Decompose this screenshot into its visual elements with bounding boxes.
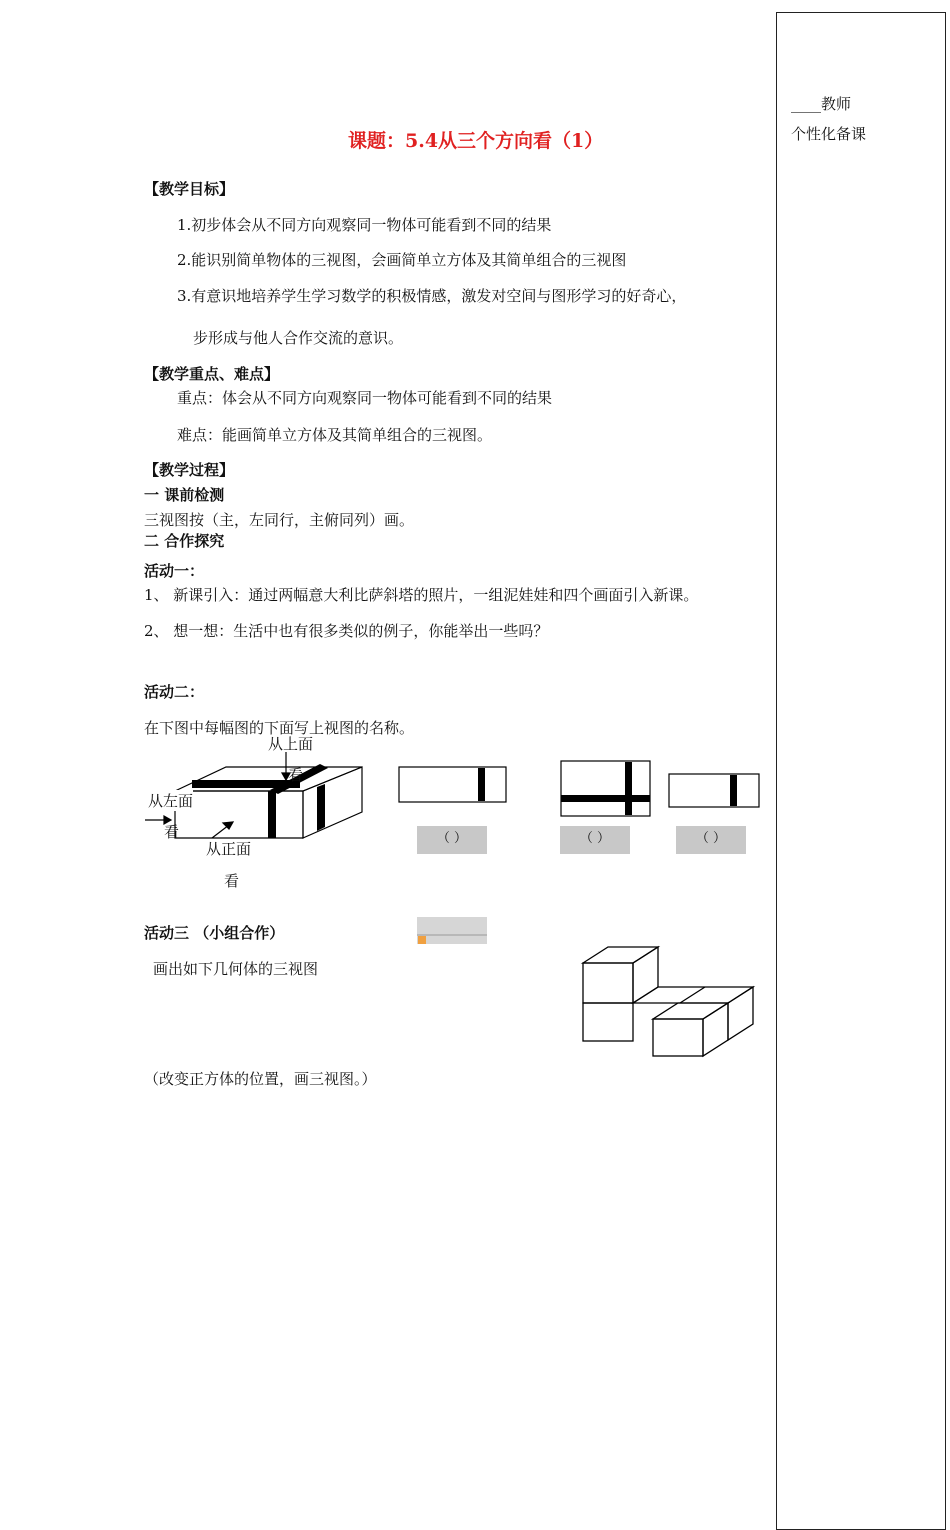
section1-text: 三视图按（主，左同行，主俯同列）画。: [144, 511, 415, 529]
section1-title: 一 课前检测: [144, 486, 225, 504]
label-from-left: 从左面: [148, 792, 194, 810]
activity1-item: 2、 想一想：生活中也有很多类似的例子，你能举出一些吗？: [144, 622, 549, 640]
view-rectangle: [399, 767, 506, 802]
process-heading: 【教学过程】: [144, 461, 235, 479]
key-point: 重点：体会从不同方向观察同一物体可能看到不同的结果: [177, 389, 553, 407]
personalized-prep-label: 个性化备课: [791, 125, 867, 143]
section2-title: 二 合作探究: [144, 532, 225, 550]
label-from-top-2: 看: [288, 766, 304, 784]
view-band: [478, 768, 485, 801]
answer-blank[interactable]: （ ）: [560, 826, 630, 854]
page-title: 课题：5.4从三个方向看（1）: [348, 130, 604, 152]
difficult-point: 难点：能画简单立方体及其简单组合的三视图。: [177, 426, 493, 444]
view-rectangle: [561, 761, 650, 816]
label-from-left-2: 看: [164, 823, 180, 841]
activity3-title: 活动三 （小组合作）: [144, 924, 285, 942]
answer-blank[interactable]: （ ）: [417, 826, 487, 854]
objective-item: 步形成与他人合作交流的意识。: [193, 329, 404, 347]
cube-assembly-figure: [583, 947, 753, 1056]
view-band: [730, 775, 737, 806]
broken-image-icon: [418, 936, 426, 944]
objective-item: 1.初步体会从不同方向观察同一物体可能看到不同的结果: [177, 216, 552, 234]
objectives-heading: 【教学目标】: [144, 180, 235, 198]
activity1-item: 1、 新课引入：通过两幅意大利比萨斜塔的照片，一组泥娃娃和四个画面引入新课。: [144, 586, 699, 604]
activity3-note: （改变正方体的位置，画三视图。）: [144, 1070, 377, 1088]
activity2-title: 活动二：: [144, 683, 205, 701]
label-from-front-2: 看: [224, 872, 240, 890]
answer-blank[interactable]: （ ）: [676, 826, 746, 854]
activity3-instruction: 画出如下几何体的三视图: [153, 960, 319, 978]
label-from-front: 从正面: [206, 840, 252, 858]
image-placeholder: [417, 917, 487, 944]
key-points-heading: 【教学重点、难点】: [144, 365, 280, 383]
ribbon-bands: [192, 764, 328, 838]
teacher-label: ____教师: [791, 95, 852, 113]
objective-item: 2.能识别简单物体的三视图，会画简单立方体及其简单组合的三视图: [177, 251, 627, 269]
activity2-instruction: 在下图中每幅图的下面写上视图的名称。: [144, 719, 415, 737]
activity1-title: 活动一：: [144, 562, 205, 580]
view-rectangle: [669, 774, 759, 807]
view-band: [561, 795, 650, 802]
view-band: [625, 762, 632, 815]
objective-item: 3.有意识地培养学生学习数学的积极情感，激发对空间与图形学习的好奇心，: [177, 287, 687, 305]
label-from-top: 从上面: [268, 735, 314, 753]
